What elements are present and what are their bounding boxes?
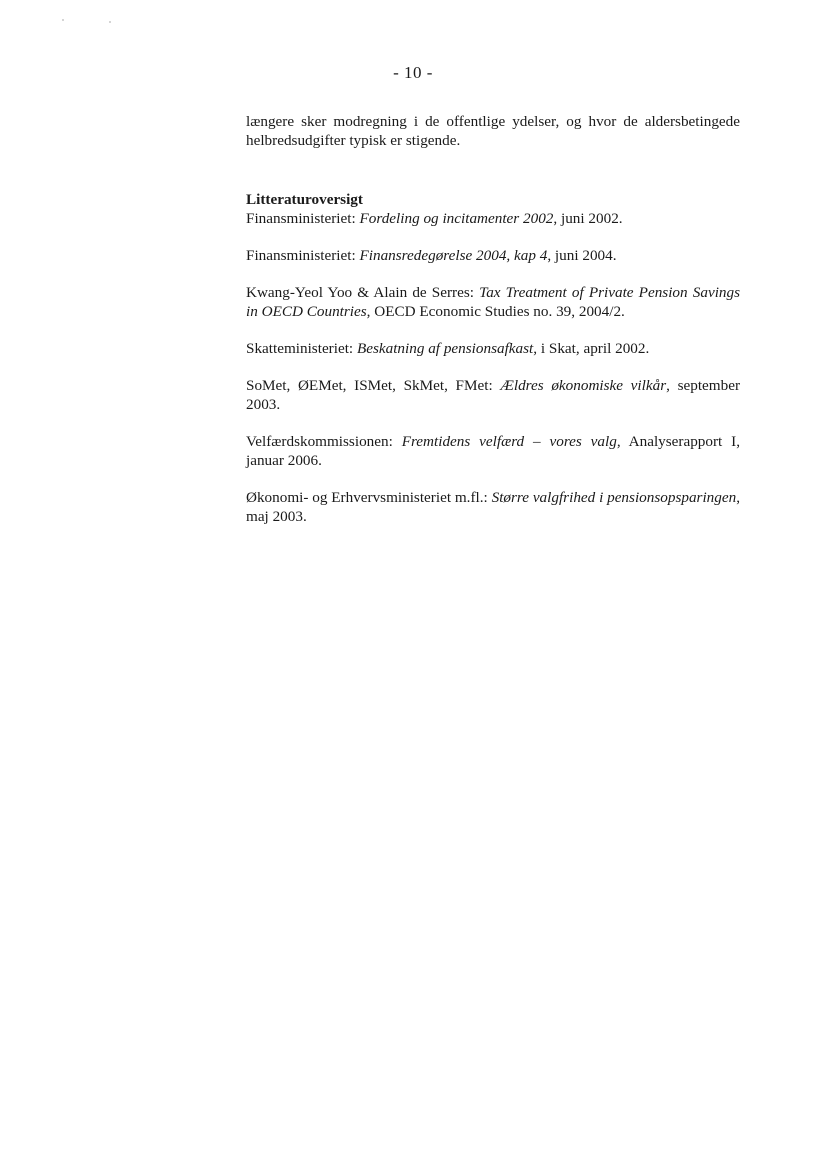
bibliography-entry: [246, 246, 740, 265]
entry-title: Større valgfrihed i pensionsopsparingen: [491, 489, 737, 506]
entry-author: SoMet, ØEMet, ISMet, SkMet, FMet:: [246, 377, 501, 394]
entry-title: Fremtidens velfærd – vores valg: [401, 433, 617, 450]
entry-title: Beskatning af pensionsafkast: [356, 340, 534, 357]
entry-details: , i Skat, april 2002.: [533, 340, 650, 357]
page-number: - 10 -: [393, 63, 433, 82]
entry-author: Velfærdskommissionen:: [246, 433, 402, 450]
entry-title: Tax Treatment of Private Pension Savings in OECD Countries: [246, 284, 741, 320]
scan-speck: [109, 21, 111, 23]
entry-author: Finansministeriet:: [246, 247, 360, 264]
bibliography-entry: [246, 339, 740, 358]
bibliography-entry: [246, 283, 740, 321]
bibliography-entry: [246, 209, 740, 228]
entry-title: Ældres økonomiske vilkår: [500, 377, 667, 394]
entry-details: , september 2003.: [246, 377, 740, 413]
bibliography-entry: [246, 376, 740, 414]
entry-details: , juni 2004.: [547, 247, 617, 264]
entry-details: , maj 2003.: [246, 489, 740, 525]
bibliography-entry: [246, 488, 740, 526]
entry-title: Fordeling og incitamenter 2002: [359, 210, 554, 227]
entry-details: , OECD Economic Studies no. 39, 2004/2.: [366, 303, 625, 320]
entry-author: Kwang-Yeol Yoo & Alain de Serres:: [246, 284, 480, 301]
entry-title: Finansredegørelse 2004, kap 4: [359, 247, 548, 264]
entry-author: Skatteministeriet:: [246, 340, 357, 357]
scan-speck: [62, 19, 64, 21]
bibliography-heading: Litteraturoversigt: [246, 191, 363, 208]
entry-details: , juni 2002.: [553, 210, 623, 227]
entry-details: , Analyserapport I, januar 2006.: [246, 433, 740, 469]
page-body: [246, 112, 740, 544]
entry-author: Økonomi- og Erhvervsministeriet m.fl.:: [246, 489, 492, 506]
bibliography-entry: [246, 432, 740, 470]
bibliography-list: [246, 209, 740, 526]
entry-author: Finansministeriet:: [246, 210, 360, 227]
intro-paragraph: længere sker modregning i de offentlige ydelser, og hvor de aldersbetingede helbredsudgifter typisk er stigende.: [246, 113, 740, 149]
